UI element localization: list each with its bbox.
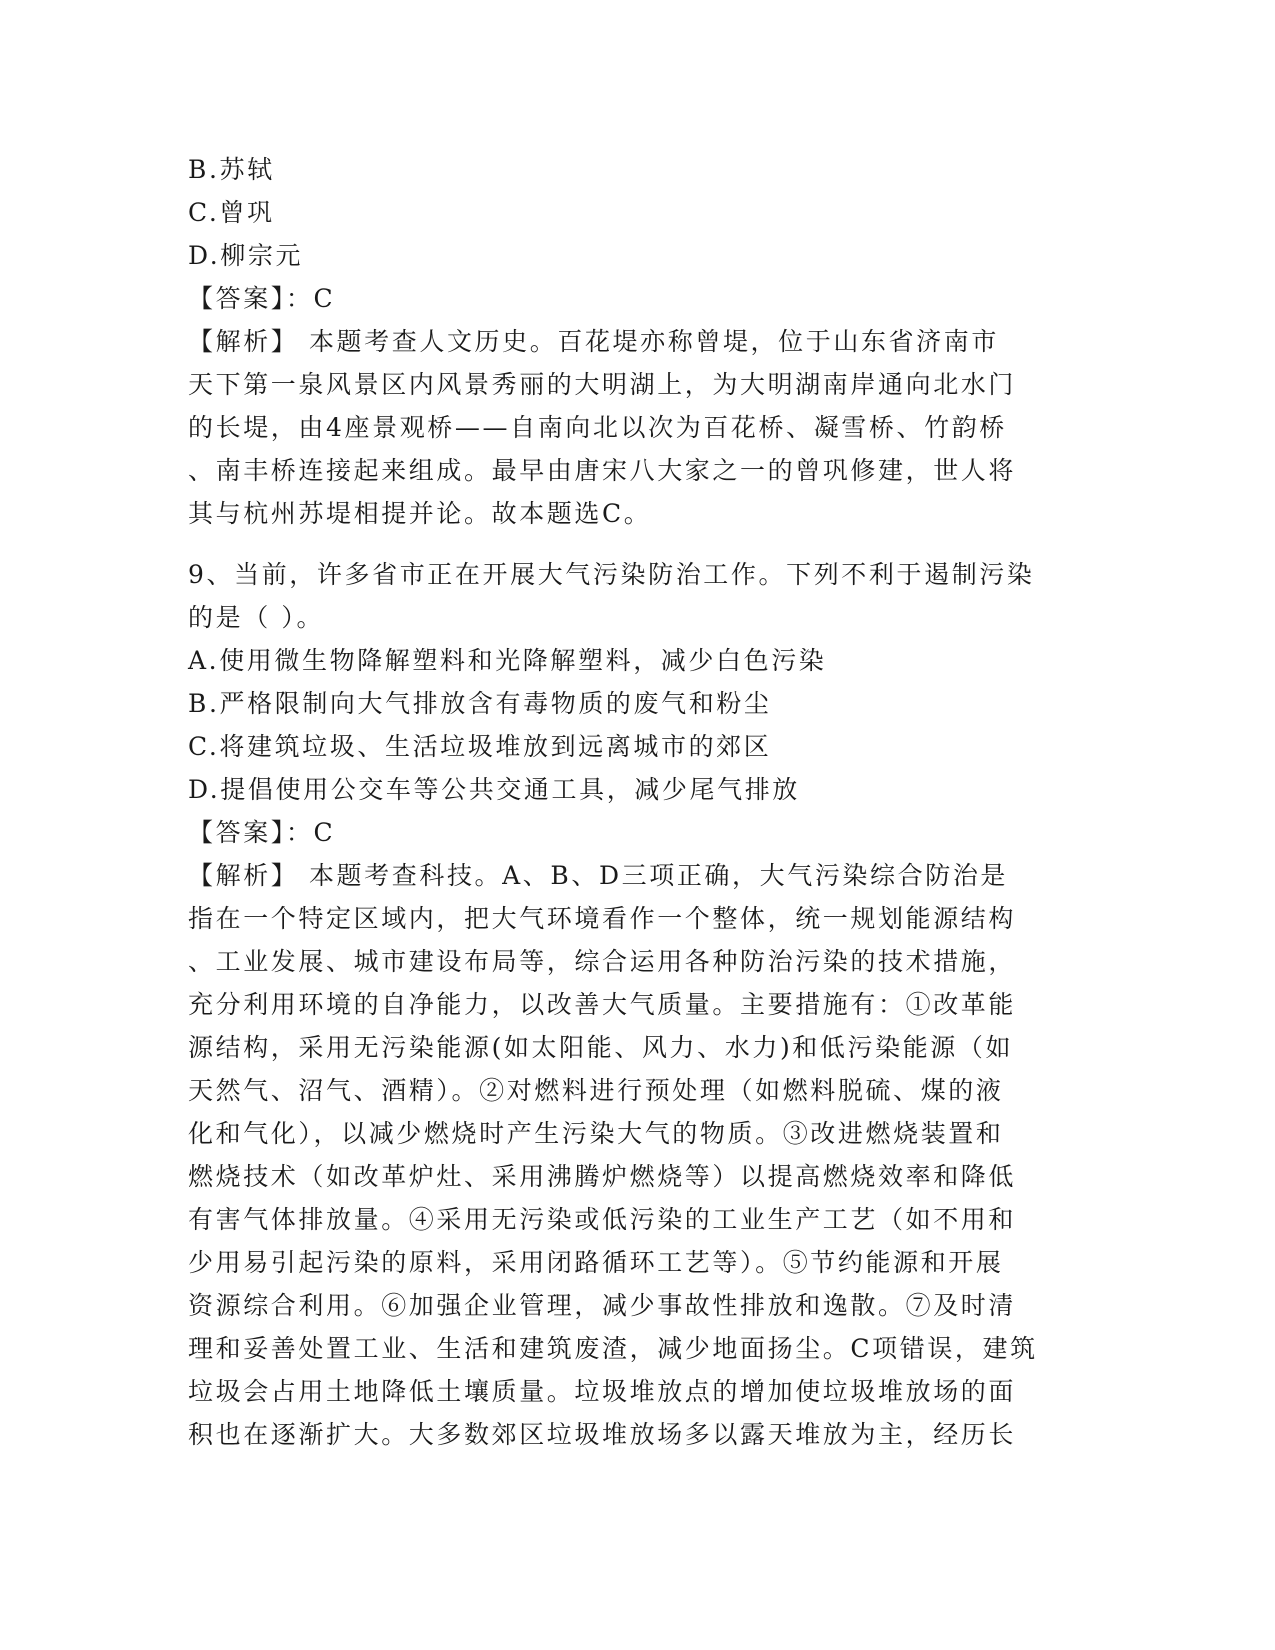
analysis-line: 化和气化），以减少燃烧时产生污染大气的物质。③改进燃烧装置和 — [188, 1119, 1004, 1148]
analysis-line: 其与杭州苏堤相提并论。故本题选C。 — [188, 499, 652, 528]
analysis-line: 指在一个特定区域内，把大气环境看作一个整体，统一规划能源结构 — [188, 904, 1017, 933]
analysis-line: 的长堤，由4座景观桥——自南向北以次为百花桥、凝雪桥、竹韵桥 — [188, 413, 1007, 442]
document-body — [188, 148, 1088, 1456]
analysis-line: 垃圾会占用土地降低土壤质量。垃圾堆放点的增加使垃圾堆放场的面 — [188, 1377, 1017, 1406]
analysis-line: 、工业发展、城市建设布局等，综合运用各种防治污染的技术措施， — [188, 947, 1017, 976]
analysis-line: 少用易引起污染的原料，采用闭路循环工艺等）。⑤节约能源和开展 — [188, 1248, 1004, 1277]
answer-line: 【答案】：C — [188, 818, 336, 847]
option-d: D.提倡使用公交车等公共交通工具，减少尾气排放 — [188, 775, 800, 804]
option-c: C.将建筑垃圾、生活垃圾堆放到远离城市的郊区 — [188, 732, 772, 761]
analysis-line: 有害气体排放量。④采用无污染或低污染的工业生产工艺（如不用和 — [188, 1205, 1017, 1234]
analysis-line: 【解析】 本题考查科技。A、B、D三项正确，大气污染综合防治是 — [188, 861, 1009, 890]
analysis-line: 资源综合利用。⑥加强企业管理，减少事故性排放和逸散。⑦及时清 — [188, 1291, 1017, 1320]
answer-line: 【答案】：C — [188, 284, 336, 313]
analysis-line: 【解析】 本题考查人文历史。百花堤亦称曾堤，位于山东省济南市 — [188, 327, 999, 356]
analysis-line: 、南丰桥连接起来组成。最早由唐宋八大家之一的曾巩修建，世人将 — [188, 456, 1017, 485]
option-c: C.曾巩 — [188, 198, 275, 227]
question-stem-line: 的是（ ）。 — [188, 603, 325, 632]
analysis-line: 天然气、沼气、酒精）。②对燃料进行预处理（如燃料脱硫、煤的液 — [188, 1076, 1004, 1105]
question-9-section — [188, 553, 1088, 1456]
analysis-line: 充分利用环境的自净能力，以改善大气质量。主要措施有：①改革能 — [188, 990, 1017, 1019]
analysis-line: 源结构，采用无污染能源(如太阳能、风力、水力)和低污染能源（如 — [188, 1033, 1014, 1062]
analysis-line: 天下第一泉风景区内风景秀丽的大明湖上，为大明湖南岸通向北水门 — [188, 370, 1017, 399]
analysis-line: 燃烧技术（如改革炉灶、采用沸腾炉燃烧等）以提高燃烧效率和降低 — [188, 1162, 1017, 1191]
option-a: A.使用微生物降解塑料和光降解塑料，减少白色污染 — [188, 646, 827, 675]
analysis-line: 积也在逐渐扩大。大多数郊区垃圾堆放场多以露天堆放为主，经历长 — [188, 1420, 1017, 1449]
option-b: B.严格限制向大气排放含有毒物质的废气和粉尘 — [188, 689, 772, 718]
section-gap — [188, 535, 1088, 553]
option-d: D.柳宗元 — [188, 241, 304, 270]
analysis-line: 理和妥善处置工业、生活和建筑废渣，减少地面扬尘。C项错误，建筑 — [188, 1334, 1038, 1363]
question-stem-line: 9、当前，许多省市正在开展大气污染防治工作。下列不利于遏制污染 — [188, 560, 1035, 589]
question-8-section — [188, 148, 1088, 535]
option-b: B.苏轼 — [188, 155, 275, 184]
